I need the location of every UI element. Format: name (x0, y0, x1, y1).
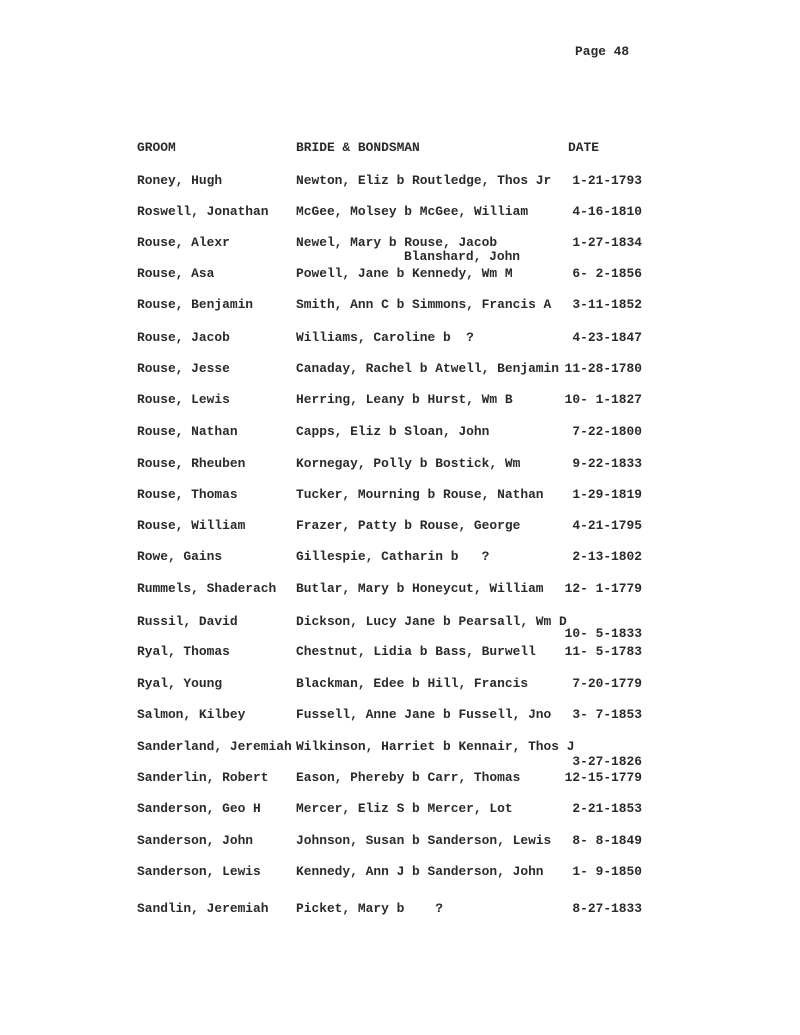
groom-name: Sanderson, Lewis (137, 864, 261, 879)
marriage-date: 4-21-1795 (572, 518, 642, 533)
groom-name: Rouse, Lewis (137, 392, 230, 407)
bride-and-bondsman: Mercer, Eliz S b Mercer, Lot (296, 801, 513, 816)
groom-name: Rouse, Alexr (137, 235, 230, 250)
bride-and-bondsman: Blackman, Edee b Hill, Francis (296, 676, 529, 691)
groom-name: Rouse, Jesse (137, 361, 230, 376)
groom-name: Rowe, Gains (137, 549, 223, 564)
marriage-date: 3- 7-1853 (572, 707, 642, 722)
page-number: Page 48 (575, 44, 630, 59)
groom-name: Roney, Hugh (137, 173, 223, 188)
groom-name: Rouse, Nathan (137, 424, 238, 439)
date-column-header: DATE (568, 140, 599, 155)
groom-name: Rouse, Jacob (137, 330, 230, 345)
bride-and-bondsman: Newton, Eliz b Routledge, Thos Jr (296, 173, 552, 188)
bride-and-bondsman: Johnson, Susan b Sanderson, Lewis (296, 833, 552, 848)
marriage-date: 1-29-1819 (572, 487, 642, 502)
bride-and-bondsman: Eason, Phereby b Carr, Thomas (296, 770, 521, 785)
marriage-date: 3-11-1852 (572, 297, 642, 312)
bride-and-bondsman: Butlar, Mary b Honeycut, William (296, 581, 544, 596)
groom-name: Russil, David (137, 614, 238, 629)
bride-and-bondsman: Newel, Mary b Rouse, Jacob (296, 235, 498, 250)
marriage-date: 3-27-1826 (572, 754, 642, 769)
groom-name: Rouse, William (137, 518, 246, 533)
bride-and-bondsman: Herring, Leany b Hurst, Wm B (296, 392, 513, 407)
bride-and-bondsman: Wilkinson, Harriet b Kennair, Thos J (296, 739, 575, 754)
marriage-date: 12-15-1779 (564, 770, 642, 785)
marriage-date: 9-22-1833 (572, 456, 642, 471)
marriage-date: 2-13-1802 (572, 549, 642, 564)
bride-and-bondsman: Frazer, Patty b Rouse, George (296, 518, 521, 533)
bride-and-bondsman: Kennedy, Ann J b Sanderson, John (296, 864, 544, 879)
marriage-date: 12- 1-1779 (564, 581, 642, 596)
groom-name: Rouse, Rheuben (137, 456, 246, 471)
bondsman-continuation: Blanshard, John (404, 249, 521, 264)
bride-and-bondsman: Fussell, Anne Jane b Fussell, Jno (296, 707, 552, 722)
groom-name: Salmon, Kilbey (137, 707, 246, 722)
bride-and-bondsman: Canaday, Rachel b Atwell, Benjamin (296, 361, 560, 376)
bride-column-header: BRIDE & BONDSMAN (296, 140, 420, 155)
bride-and-bondsman: Williams, Caroline b ? (296, 330, 474, 345)
marriage-date: 1-27-1834 (572, 235, 642, 250)
groom-name: Ryal, Thomas (137, 644, 230, 659)
marriage-date: 8-27-1833 (572, 901, 642, 916)
bride-and-bondsman: McGee, Molsey b McGee, William (296, 204, 529, 219)
marriage-date: 7-20-1779 (572, 676, 642, 691)
groom-name: Roswell, Jonathan (137, 204, 269, 219)
marriage-date: 1- 9-1850 (572, 864, 642, 879)
groom-column-header: GROOM (137, 140, 176, 155)
marriage-date: 10- 5-1833 (564, 626, 642, 641)
groom-name: Ryal, Young (137, 676, 223, 691)
bride-and-bondsman: Kornegay, Polly b Bostick, Wm (296, 456, 521, 471)
bride-and-bondsman: Dickson, Lucy Jane b Pearsall, Wm D (296, 614, 567, 629)
groom-name: Rummels, Shaderach (137, 581, 277, 596)
groom-name: Sanderson, Geo H (137, 801, 261, 816)
bride-and-bondsman: Powell, Jane b Kennedy, Wm M (296, 266, 513, 281)
groom-name: Sanderlin, Robert (137, 770, 269, 785)
marriage-date: 11- 5-1783 (564, 644, 642, 659)
groom-name: Sandlin, Jeremiah (137, 901, 269, 916)
marriage-date: 1-21-1793 (572, 173, 642, 188)
groom-name: Sanderland, Jeremiah (137, 739, 292, 754)
marriage-date: 7-22-1800 (572, 424, 642, 439)
marriage-date: 4-16-1810 (572, 204, 642, 219)
bride-and-bondsman: Chestnut, Lidia b Bass, Burwell (296, 644, 536, 659)
bride-and-bondsman: Tucker, Mourning b Rouse, Nathan (296, 487, 544, 502)
bride-and-bondsman: Gillespie, Catharin b ? (296, 549, 490, 564)
bride-and-bondsman: Smith, Ann C b Simmons, Francis A (296, 297, 552, 312)
marriage-date: 6- 2-1856 (572, 266, 642, 281)
groom-name: Rouse, Benjamin (137, 297, 254, 312)
bride-and-bondsman: Capps, Eliz b Sloan, John (296, 424, 490, 439)
marriage-date: 11-28-1780 (564, 361, 642, 376)
bride-and-bondsman: Picket, Mary b ? (296, 901, 443, 916)
marriage-date: 10- 1-1827 (564, 392, 642, 407)
groom-name: Sanderson, John (137, 833, 254, 848)
groom-name: Rouse, Thomas (137, 487, 238, 502)
groom-name: Rouse, Asa (137, 266, 215, 281)
marriage-date: 8- 8-1849 (572, 833, 642, 848)
marriage-date: 2-21-1853 (572, 801, 642, 816)
marriage-date: 4-23-1847 (572, 330, 642, 345)
